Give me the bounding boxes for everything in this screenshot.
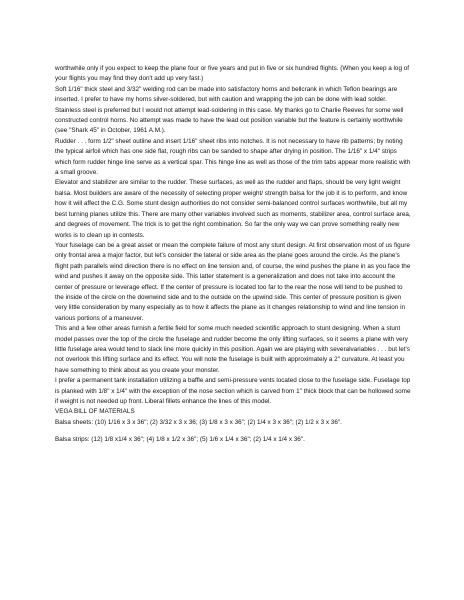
balsa-strips-list: Balsa strips: (12) 1/8 x1/4 x 36"; (4) 1/8 x 1/2 x 36"; (5) 1/6 x 1/4 x 36"; (2) 1/4 x 1/4 x 36". bbox=[55, 436, 305, 444]
paragraph-tank-installation: I prefer a permanent tank installation utilizing a baffle and semi-pressure vents located close to the fuselage side. Fuselage top is planked with 1/8" x 1/4" with the exception of the nose section which is carved from 1" thick block that can be hollowed some if weight is not needed up front. Liberal fillets enhance the lines of this model. bbox=[55, 377, 411, 405]
paragraph-rudder: Rudder . . . form 1/2" sheet outline and insert 1/16" sheet ribs into notches. It is not necessary to have rib patterns; by noting the typical airfoil which has one side flat, rough ribs can be sanded to shape after drying in position. The 1/16" x 1/4" strips which form rudder hinge line serve as a vertical spar. This hinge line as well as those of the trim tabs appear more realistic with a small groove. bbox=[55, 137, 411, 177]
document-page bbox=[55, 64, 413, 446]
bill-of-materials-heading: VEGA BILL OF MATERIALS bbox=[55, 408, 135, 416]
list-spacer bbox=[55, 428, 413, 435]
paragraph-control-horns: Soft 1/16" thick steel and 3/32" welding rod can be made into satisfactory horns and bellcrank in which Teflon bearings are inserted. I prefer to have my horns silver-soldered, but with caution and wrapping the job can be done with lead solder. Stainless steel is preferred but I would not attempt lead-soldering in this case. My thanks go to Charlie Reeves for some well constructed control horns. No attempt was made to have the lead out position variable but the feature is certainly worthwhile (see "Shark 45" in October, 1961 A.M.). bbox=[55, 85, 404, 135]
paragraph-scientific-approach: This and a few other areas furnish a fertile field for some much needed scientific approach to stunt designing. When a stunt model passes over the top of the circle the fuselage and rudder become the only lifting surfaces, so it seems a plane with very little fuselage area would tend to slack line more quickly in this position. Again we are playing with severalvariables . . . but let's not overlook this lifting surface and its effect. You will note the fuselage is built with approximately a 2" curvature. At least you have something to think about as you create your monster. bbox=[55, 325, 410, 374]
paragraph-fuselage: Your fuselage can be a great asset or mean the complete failure of most any stunt design. At first observation most of us figure only frontal area a major factor, but let's consider the lateral or side area as the plane goes around the circle. As the plane's flight path parallels wind direction there is no effect on line tension and, of course, the wind pushes the plane in as you face the wind and pushes it away on the opposite side. This latter statement is a generalization and does not take into account the center of pressure or leverage effect. If the center of pressure is located too far to the rear the nose will tend to be pushed to the inside of the circle on the downwind side and to the outside on the upwind side. This center of pressure position is given very little consideration by many especially as to how it affects the plane as it changes relationship to wind and line tension in various portions of a maneuver. bbox=[55, 241, 411, 322]
paragraph-flight-log: worthwhile only if you expect to keep the plane four or five years and put in five or six hundred flights. (When you keep a log of your flights you may find they don't add up very fast.) bbox=[55, 65, 410, 83]
paragraph-elevator-stabilizer: Elevator and stabilizer are similar to the rudder. These surfaces, as well as the rudder and flaps, should be very light weight balsa. Most builders are aware of the necessity of selecting proper weight/ strength balsa for the job it is to perform, and know how it will affect the C.G. Some stunt design authorities do not consider semi-balanced control surfaces worthwhile, but all my best turning planes utilize this. There are many other variables involved such as moments, stabilizer area, control surface area, and degrees of movement. The trick is to get the right combination. So far the only way we can prove something really new works is to clean up in contests. bbox=[55, 179, 411, 239]
balsa-sheets-list: Balsa sheets: (10) 1/16 x 3 x 36"; (2) 3/32 x 3 x 36; (3) 1/8 x 3 x 36"; (2) 1/4 x 3 x 36"; (2) 1/2 x 3 x 36". bbox=[55, 418, 342, 426]
